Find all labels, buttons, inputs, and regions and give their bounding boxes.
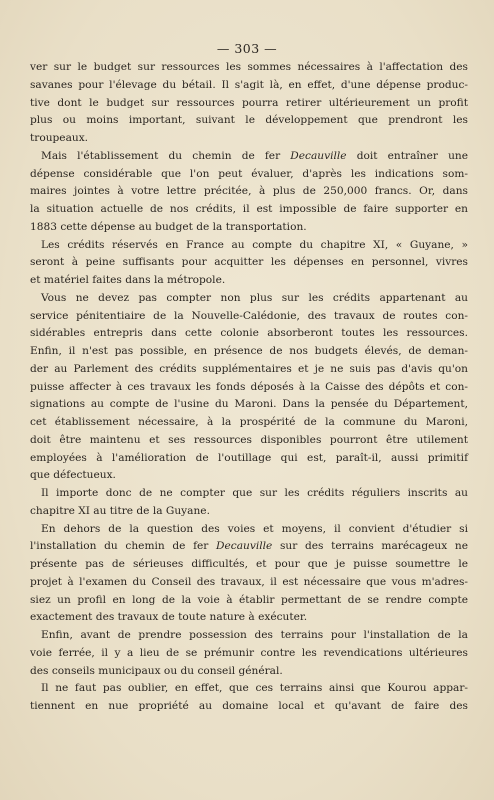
text-line: ver sur le budget sur ressources les sommes nécessaires à l'affectation des [30,61,468,73]
paragraph [30,237,468,290]
text-line: voie ferrée, il y a lieu de se prémunir contre les revendications ultérieures [30,646,468,659]
text-line: Il ne faut pas oublier, en effet, que ces terrains ainsi que Kourou appar- [41,682,468,695]
text-line: la situation actuelle de nos crédits, il est impossible de faire supporter en [30,203,468,215]
paragraph [30,290,468,485]
text-line: tive dont le budget sur ressources pourra retirer ultérieurement un profit [30,96,468,109]
text-line: que défectueux. [30,469,116,482]
paragraph [30,148,468,237]
paragraph [30,59,468,148]
text-line: l'installation du chemin de fer Decauville sur des terrains marécageux ne [30,540,468,553]
text-line: et matériel faites dans la métropole. [30,274,226,286]
text-line: sidérables entrepris dans cette colonie absorberont toutes les ressources. [30,327,468,340]
paragraph [30,485,468,521]
text-line: Les crédits réservés en France au compte du chapitre XI, « Guyane, » [41,238,468,251]
text-line: Enfin, il n'est pas possible, en présence de nos budgets élevés, de deman- [30,345,468,357]
text-line: dépense considérable que l'on peut évaluer, d'après les indications som- [30,167,468,180]
paragraph [30,680,468,716]
text-line: Vous ne devez pas compter non plus sur les crédits appartenant au [41,291,468,304]
text-line: der au Parlement des crédits supplémentaires et je ne suis pas d'avis qu'on [30,362,468,375]
text-line: maires jointes à votre lettre précitée, à plus de 250,000 francs. Or, dans [30,185,468,198]
text-line: 1883 cette dépense au budget de la transportation. [30,220,307,233]
text-line: des conseils municipaux ou du conseil général. [30,664,283,677]
text-line: Enfin, avant de prendre possession des terrains pour l'installation de la [41,629,468,641]
paragraph [30,521,468,628]
text-line: siez un profil en long de la voie à établir permettant de se rendre compte [30,593,468,606]
text-line: présente pas de sérieuses difficultés, et pour que je puisse soumettre le [30,558,468,570]
text-line: troupeaux. [30,132,89,144]
page-number: — 303 — [216,41,278,56]
text-line: doit être maintenu et ses ressources disponibles pourront être utilement [30,433,468,446]
text-line: plus ou moins important, suivant le développement que prendront les [30,114,468,127]
text-line: service pénitentiaire de la Nouvelle-Calédonie, des travaux de routes con- [30,309,468,322]
text-line: Il importe donc de ne compter que sur les crédits réguliers inscrits au [41,487,468,499]
body-text [30,59,468,716]
text-line: chapitre XI au titre de la Guyane. [30,504,210,517]
text-line: savanes pour l'élevage du bétail. Il s'agit là, en effet, d'une dépense produc- [30,78,468,91]
text-line: cet établissement nécessaire, à la prospérité de la commune du Maroni, [30,416,468,428]
italic-term: Decauville [290,149,347,162]
italic-term: Decauville [216,540,273,553]
text-line: Mais l'établissement du chemin de fer Decauville doit entraîner une [41,149,468,162]
text-line: tiennent en nue propriété au domaine local et qu'avant de faire des [30,700,468,712]
text-line: projet à l'examen du Conseil des travaux, il est nécessaire que vous m'adres- [30,575,468,588]
text-line: employées à l'amélioration de l'outillage qui est, paraît-il, aussi primitif [30,451,468,464]
text-line: puisse affecter à ces travaux les fonds déposés à la Caisse des dépôts et con- [30,380,468,393]
text-line: signations au compte de l'usine du Maroni. Dans la pensée du Département, [30,398,468,411]
text-line: En dehors de la question des voies et moyens, il convient d'étudier si [41,522,468,535]
text-line: exactement des travaux de toute nature à exécuter. [30,611,308,624]
paragraph [30,627,468,680]
text-line: seront à peine suffisants pour acquitter les dépenses en personnel, vivres [30,256,468,269]
